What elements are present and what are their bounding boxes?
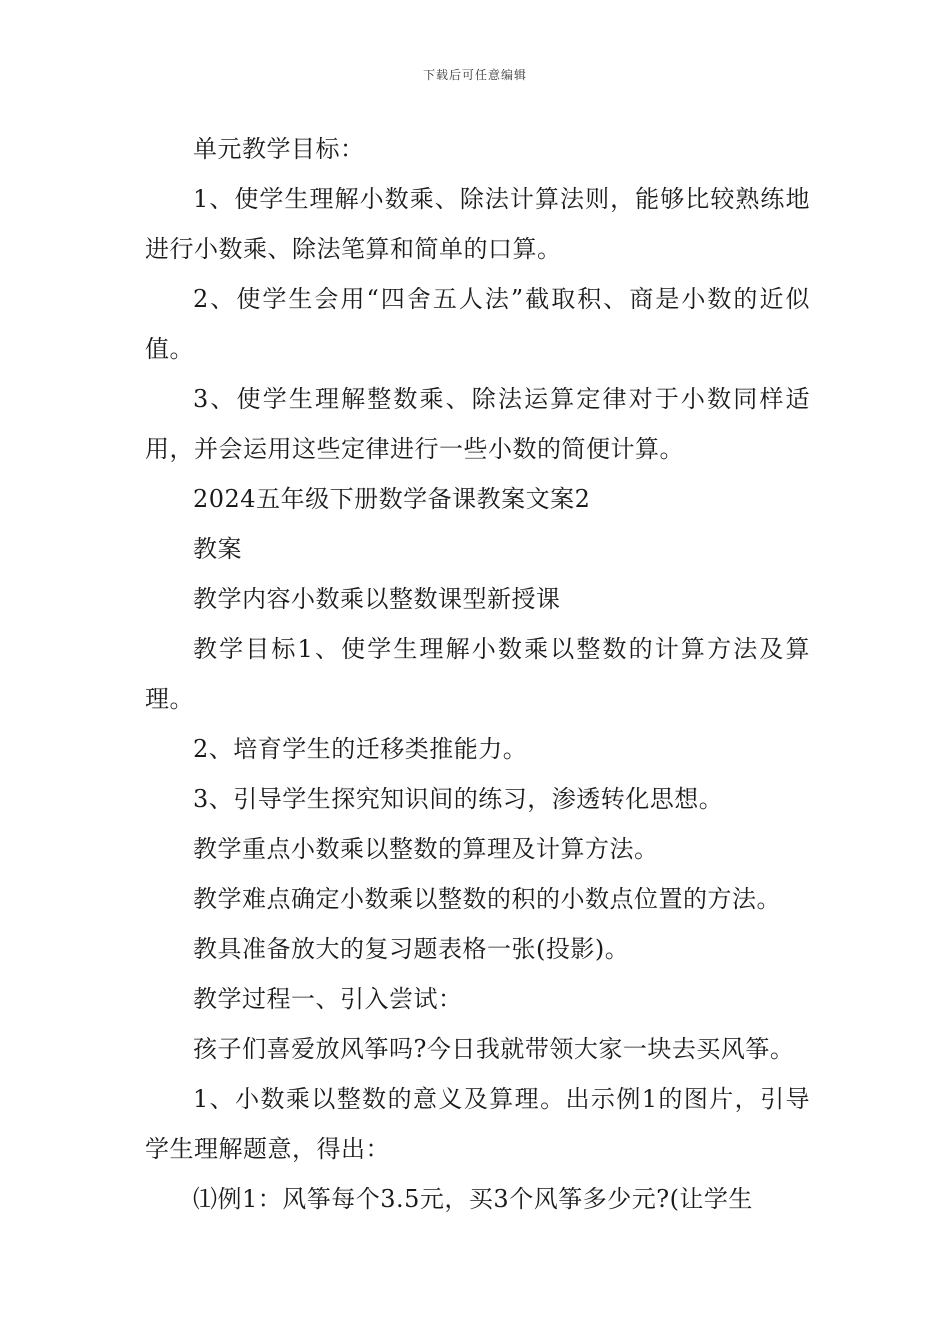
paragraph: 教学内容小数乘以整数课型新授课: [193, 585, 561, 613]
paragraph: 3、引导学生探究知识间的练习，渗透转化思想。: [193, 785, 724, 813]
paragraph: 教具准备放大的复习题表格一张(投影)。: [193, 935, 630, 963]
paragraph: 教学难点确定小数乘以整数的积的小数点位置的方法。: [193, 885, 781, 913]
paragraph: 2、培育学生的迁移类推能力。: [193, 735, 528, 763]
paragraph: 1、小数乘以整数的意义及算理。出示例1的图片，引导学生理解题意，得出：: [145, 1085, 810, 1163]
paragraph: 教案: [193, 535, 242, 563]
paragraph: 教学目标1、使学生理解小数乘以整数的计算方法及算理。: [145, 635, 810, 713]
paragraph: 2024五年级下册数学备课教案文案2: [193, 485, 591, 513]
paragraph: 教学重点小数乘以整数的算理及计算方法。: [193, 835, 659, 863]
paragraph: 3、使学生理解整数乘、除法运算定律对于小数同样适用，并会运用这些定律进行一些小数的简便计算。: [145, 385, 810, 463]
paragraph: ⑴例1：风筝每个3.5元，买3个风筝多少元?(让学生: [193, 1185, 753, 1213]
paragraph: 孩子们喜爱放风筝吗?今日我就带领大家一块去买风筝。: [193, 1035, 795, 1063]
header-note: 下载后可任意编辑: [422, 68, 527, 82]
paragraph: 教学过程一、引入尝试：: [193, 985, 463, 1013]
paragraph: 单元教学目标：: [193, 135, 365, 163]
paragraph: 2、使学生会用“四舍五人法”截取积、商是小数的近似值。: [145, 285, 810, 363]
paragraph: 1、使学生理解小数乘、除法计算法则，能够比较熟练地进行小数乘、除法笔算和简单的口算。: [145, 185, 810, 263]
document-body: [145, 124, 810, 1224]
